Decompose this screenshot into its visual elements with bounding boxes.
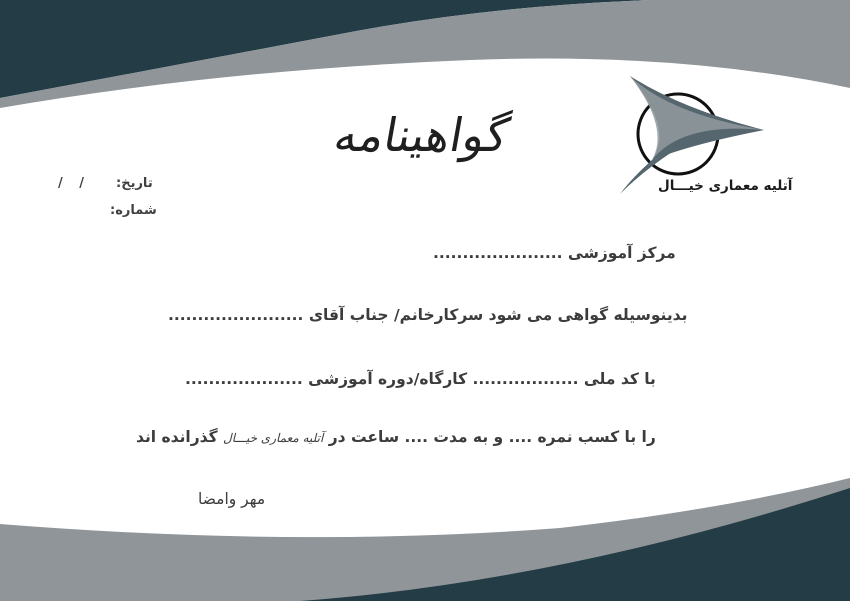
certificate-heading: گواهینامه	[330, 108, 514, 162]
score-duration-end: گذرانده اند	[136, 428, 218, 446]
national-code-course-line: با کد ملی .................. کارگاه/دوره آموزشی ....................	[185, 370, 656, 388]
date-label: تاریخ:	[116, 176, 153, 191]
score-duration-start: را با کسب نمره .... و به مدت .... ساعت در	[328, 428, 656, 446]
inline-brand-name: آتلیه معماری خیـــال	[223, 431, 324, 445]
number-label: شماره:	[110, 203, 157, 218]
brand-name: آتلیه معماری خیـــال	[658, 178, 793, 194]
seal-signature-label: مهر وامضا	[198, 490, 266, 508]
training-center-line: مرکز آموزشی ......................	[433, 244, 676, 262]
score-duration-line	[136, 428, 656, 446]
certify-line: بدینوسیله گواهی می شود سرکارخانم/ جناب آقای .......................	[168, 306, 688, 324]
date-value: / /	[58, 176, 85, 191]
